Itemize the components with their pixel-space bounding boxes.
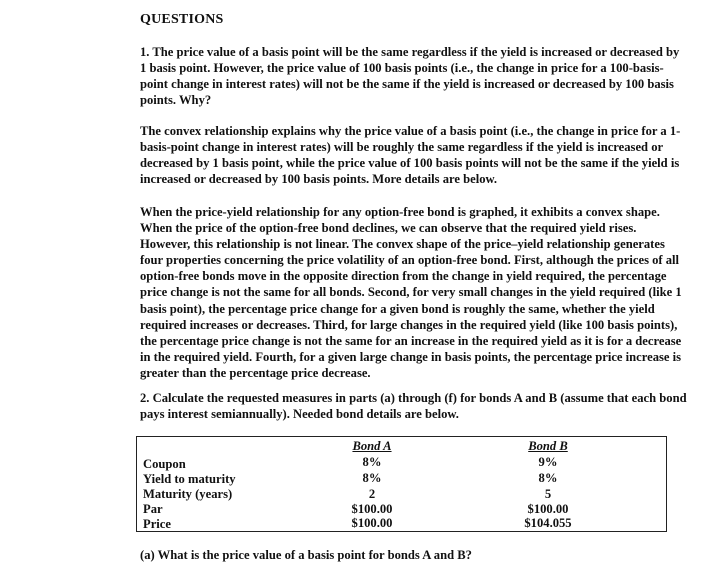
column-header-bond-b: Bond B: [528, 439, 568, 453]
cell-bond-b-coupon: 9%: [538, 455, 558, 469]
cell-bond-a-par: $100.00: [351, 502, 393, 516]
question-2: 2. Calculate the requested measures in parts (a) through (f) for bonds A and B (assume that each bond pays interest semiannually). Needed bond details are below.: [140, 391, 687, 422]
question-2a: (a) What is the price value of a basis point for bonds A and B?: [140, 548, 472, 562]
cell-bond-b-yield: 8%: [538, 471, 558, 485]
cell-bond-a-price: $100.00: [351, 516, 393, 530]
question-1: 1. The price value of a basis point will be the same regardless if the yield is increased or decreased by 1 basis point. However, the price value of 100 basis points (i.e., the change in price for a 100-basis-point change in interest rates) will not be the same if the yield is increased or decreased by 100 basis points. Why?: [140, 45, 680, 108]
row-label-coupon: Coupon: [143, 457, 186, 471]
row-label-maturity: Maturity (years): [143, 487, 233, 501]
cell-bond-a-coupon: 8%: [362, 455, 382, 469]
answer-1-detail: When the price-yield relationship for any option-free bond is graphed, it exhibits a convex shape. When the price of the option-free bond declines, we can observe that the required yield rises. However, this relationship is not linear. The convex shape of the price–yield relationship generates four properties concerning the price volatility of an option-free bond. First, although the prices of all option-free bonds move in the opposite direction from the change in yield required, the percentage price change is not the same for all bonds. Second, for very small changes in the yield required (like 1 basis point), the percentage price change for a given bond is roughly the same, whether the yield required increases or decreases. Third, for large changes in the required yield (like 100 basis points), the percentage price change is not the same for an increase in the required yield as it is for a decrease in the required yield. Fourth, for a given large change in basis points, the percentage price increase is greater than the percentage price decrease.: [140, 205, 682, 380]
cell-bond-a-maturity: 2: [368, 487, 376, 501]
section-heading: QUESTIONS: [140, 12, 224, 27]
answer-1-summary: The convex relationship explains why the price value of a basis point (i.e., the change in price for a 1-basis-point change in interest rates) will be roughly the same regardless if the yield is increased or decreased by 1 basis point, while the price value of 100 basis points will not be the same if the yield is increased or decreased by 100 basis points. More details are below.: [140, 124, 681, 187]
cell-bond-b-par: $100.00: [527, 502, 569, 516]
cell-bond-a-yield: 8%: [362, 471, 382, 485]
row-label-yield: Yield to maturity: [143, 472, 236, 486]
row-label-par: Par: [143, 502, 163, 516]
cell-bond-b-price: $104.055: [524, 516, 572, 530]
cell-bond-b-maturity: 5: [544, 487, 552, 501]
row-label-price: Price: [143, 517, 171, 531]
column-header-bond-a: Bond A: [352, 439, 392, 453]
bond-details-table: [136, 436, 667, 532]
